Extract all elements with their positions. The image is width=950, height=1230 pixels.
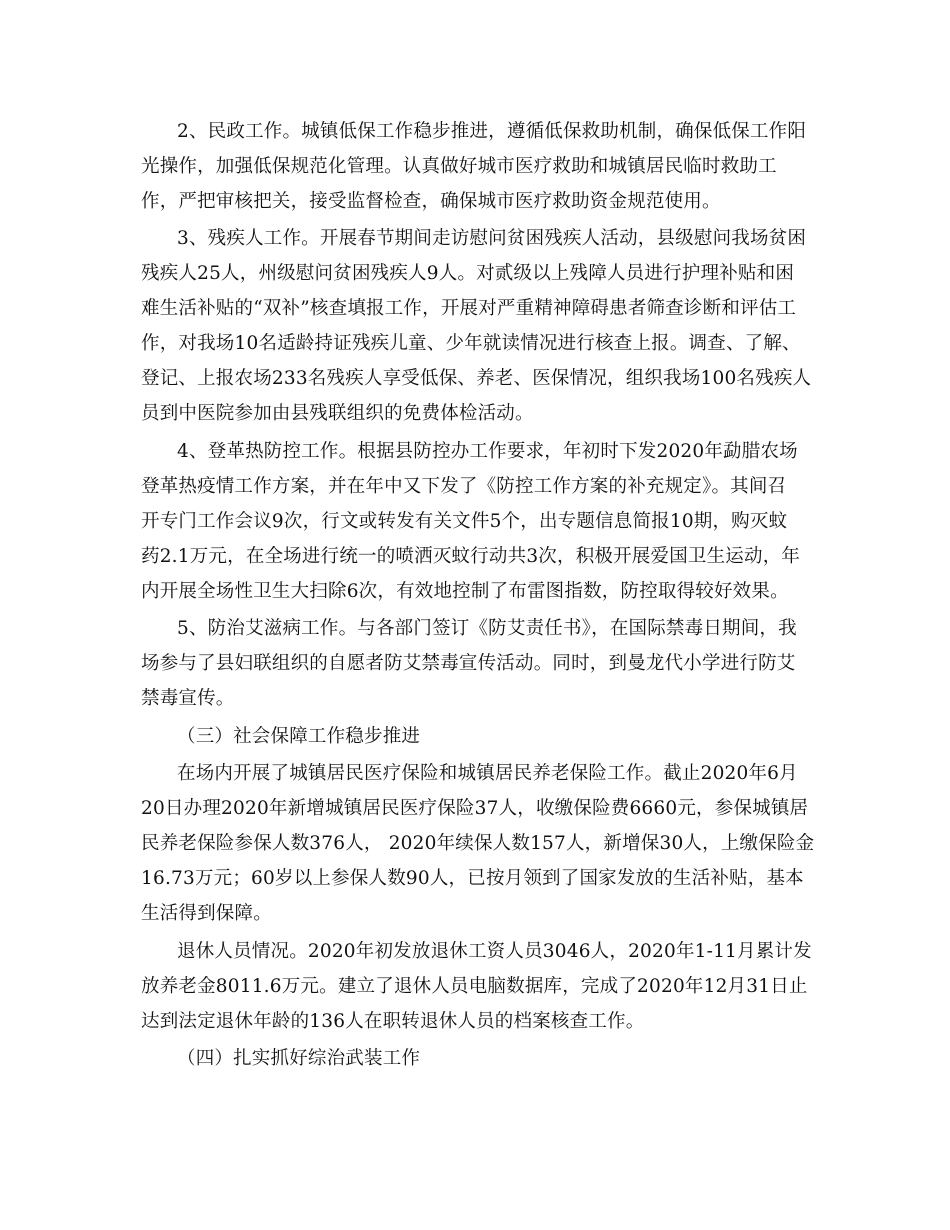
paragraph-line: 3、残疾人工作。开展春节期间走访慰问贫困残疾人活动，县级慰问我场贫困	[177, 228, 807, 249]
paragraph-line: 20日办理2020年新增城镇居民医疗保险37人，收缴保险费6660元，参保城镇居	[141, 798, 809, 819]
paragraph-line: 放养老金8011.6万元。建立了退休人员电脑数据库，完成了2020年12月31日止	[141, 976, 808, 997]
paragraph-line: 作，严把审核把关，接受监督检查，确保城市医疗救助资金规范使用。	[141, 191, 721, 212]
paragraph-line: 难生活补贴的“双补”核查填报工作，开展对严重精神障碍患者筛查诊断和评估工	[141, 298, 797, 319]
paragraph-line: 药2.1万元，在全场进行统一的喷洒灭蚊行动共3次，积极开展爱国卫生运动，年	[141, 546, 801, 567]
paragraph-line: 场参与了县妇联组织的自愿者防艾禁毒宣传活动。同时，到曼龙代小学进行防艾	[141, 653, 796, 674]
paragraph-line: 在场内开展了城镇居民医疗保险和城镇居民养老保险工作。截止2020年6月	[177, 763, 798, 784]
paragraph-line: 员到中医院参加由县残联组织的免费体检活动。	[141, 403, 534, 424]
paragraph-line: 内开展全场性卫生大扫除6次，有效地控制了布雷图指数，防控取得较好效果。	[141, 581, 789, 602]
paragraph-line: 生活得到保障。	[141, 903, 272, 924]
paragraph-line: 16.73万元；60岁以上参保人数90人，已按月领到了国家发放的生活补贴，基本	[141, 868, 804, 889]
paragraph-line: 光操作，加强低保规范化管理。认真做好城市医疗救助和城镇居民临时救助工	[141, 156, 777, 177]
paragraph-line: 残疾人25人，州级慰问贫困残疾人9人。对贰级以上残障人员进行护理补贴和困	[141, 263, 795, 284]
paragraph-line: 民养老保险参保人数376人， 2020年续保人数157人，新增保30人，上缴保险金	[141, 833, 815, 854]
paragraph-line: 开专门工作会议9次，行文或转发有关文件5个，出专题信息简报10期，购灭蚊	[141, 511, 788, 532]
paragraph-line: 禁毒宣传。	[141, 688, 235, 709]
paragraph-line: 登记、上报农场233名残疾人享受低保、养老、医保情况，组织我场100名残疾人	[141, 368, 812, 389]
paragraph-line: 登革热疫情工作方案，并在年中又下发了《防控工作方案的补充规定》。其间召	[141, 476, 787, 497]
paragraph-line: 作，对我场10名适龄持证残疾儿童、少年就读情况进行核查上报。调查、了解、	[141, 333, 801, 354]
section-heading: （三）社会保障工作稳步推进	[177, 726, 421, 747]
section-heading: （四）扎实抓好综治武装工作	[177, 1048, 421, 1069]
paragraph-line: 2、民政工作。城镇低保工作稳步推进，遵循低保救助机制，确保低保工作阳	[177, 121, 807, 142]
paragraph-line: 5、防治艾滋病工作。与各部门签订《防艾责任书》，在国际禁毒日期间，我	[177, 618, 797, 639]
paragraph-line: 达到法定退休年龄的136人在职转退休人员的档案核查工作。	[141, 1011, 645, 1032]
paragraph-line: 退休人员情况。2020年初发放退休工资人员3046人，2020年1-11月累计发	[177, 941, 812, 962]
paragraph-line: 4、登革热防控工作。根据县防控办工作要求，年初时下发2020年勐腊农场	[177, 441, 798, 462]
